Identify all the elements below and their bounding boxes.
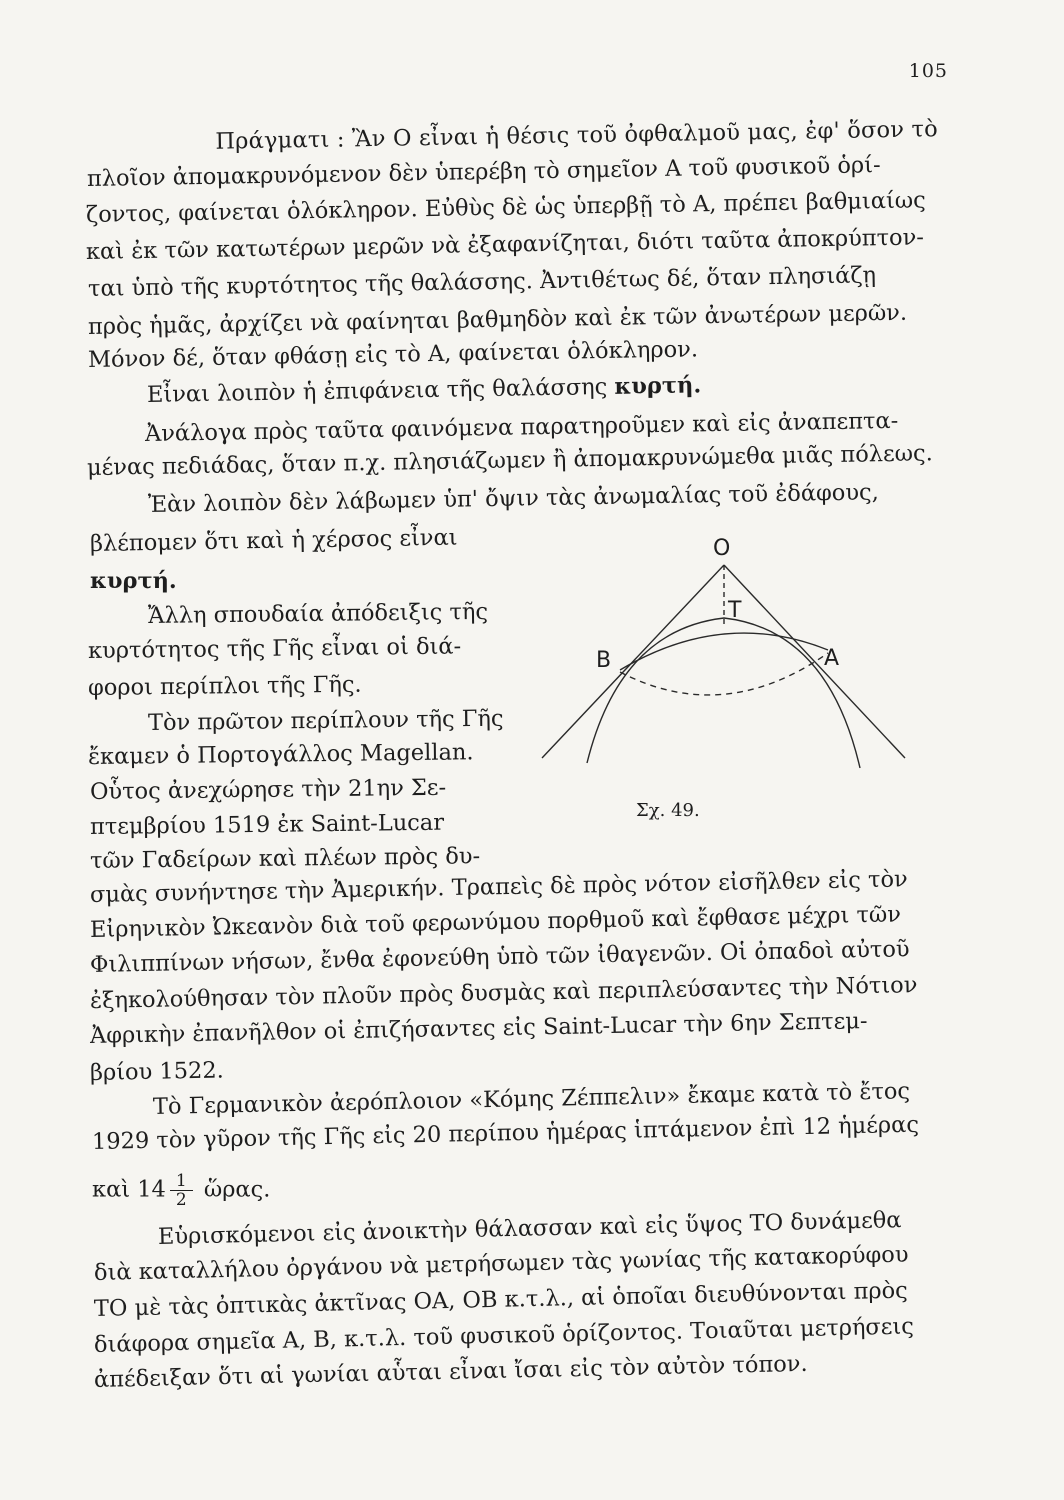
label-t: T: [728, 598, 742, 623]
text-line: 1929 τὸν γῦρον τῆς Γῆς εἰς 20 περίπου ἡμέρας ἱπτάμενον ἐπὶ 12 ἡμέρας: [91, 1111, 920, 1155]
horizon-upper-arc: [620, 633, 828, 670]
text-line: Τὸ Γερμανικὸν ἀερόπλοιον «Κόμης Ζέππελιν» ἔκαμε κατὰ τὸ ἔτος: [152, 1078, 911, 1120]
text-line: διὰ καταλλήλου ὀργάνου νὰ μετρήσωμεν τὰς γωνίας τῆς κατακορύφου: [93, 1241, 909, 1286]
fraction-line: [92, 1172, 270, 1209]
earth-circle-arc: [587, 618, 860, 768]
sight-line-oa: [724, 565, 905, 758]
emphasis-curved-land: κυρτή.: [90, 568, 177, 594]
text-line: Ἄλλη σπουδαία ἀπόδειξις τῆς: [147, 598, 489, 629]
sight-line-ob: [542, 565, 724, 758]
text-line: Ἀνάλογα πρὸς ταῦτα φαινόμενα παρατηροῦμεν καὶ εἰς ἀναπεπτα-: [144, 407, 899, 447]
text-line: βρίου 1522.: [89, 1057, 225, 1086]
label-o: O: [713, 536, 731, 561]
text-line: Μόνον δέ, ὅταν φθάσῃ εἰς τὸ Α, φαίνεται ὁλόκληρον.: [87, 336, 699, 373]
text-line: ἀπέδειξαν ὅτι αἱ γωνίαι αὗται εἶναι ἴσαι εἰς τὸν αὐτὸν τόπον.: [93, 1350, 808, 1393]
text-line: διάφορα σημεῖα Α, Β, κ.τ.λ. τοῦ φυσικοῦ ὁρίζοντος. Τοιαῦται μετρήσεις: [93, 1313, 915, 1358]
text-line: Εἰρηνικὸν Ὠκεανὸν διὰ τοῦ φερωνύμου πορθμοῦ καὶ ἔφθασε μέχρι τῶν: [89, 901, 902, 943]
text-line: Εὑρισκόμενοι εἰς ἀνοικτὴν θάλασσαν καὶ εἰς ὕψος ΤΟ δυνάμεθα: [157, 1207, 902, 1250]
text-line: ἔκαμεν ὁ Πορτογάλλος Magellan.: [87, 739, 474, 770]
horizon-lower-arc: [620, 653, 828, 695]
fraction-denominator: 2: [175, 1190, 187, 1210]
fraction-numerator: 1: [170, 1172, 193, 1191]
page-number: 105: [908, 60, 948, 82]
text-line: πρὸς ἡμᾶς, ἀρχίζει νὰ φαίνηται βαθμηδὸν καὶ ἐκ τῶν ἀνωτέρων μερῶν.: [87, 299, 908, 340]
emphasis-curved: κυρτή.: [614, 372, 702, 400]
text-line: Πράγματι : Ἂν Ο εἶναι ἡ θέσις τοῦ ὀφθαλμοῦ μας, ἐφ' ὅσον τὸ: [215, 116, 939, 155]
text-line: ΤΟ μὲ τὰς ὀπτικὰς ἀκτῖνας ΟΑ, ΟΒ κ.τ.λ., αἱ ὁποῖαι διευθύνονται πρὸς: [93, 1277, 909, 1322]
sentence-text: Εἶναι λοιπὸν ἡ ἐπιφάνεια τῆς θαλάσσης: [146, 373, 608, 408]
label-a: A: [824, 646, 840, 671]
text-line: καὶ ἐκ τῶν κατωτέρων μερῶν νὰ ἐξαφανίζηται, διότι ταῦτα ἀποκρύπτον-: [85, 224, 925, 265]
text-line: Τὸν πρῶτον περίπλουν τῆς Γῆς: [147, 705, 504, 736]
text-line: Ἀφρικὴν ἐπανῆλθον οἱ ἐπιζήσαντες εἰς Saint-Lucar τὴν 6ην Σεπτεμ-: [89, 1008, 868, 1049]
text-line: ζοντος, φαίνεται ὁλόκληρον. Εὐθὺς δὲ ὡς ὑπερβῇ τὸ Α, πρέπει βαθμιαίως: [85, 187, 926, 228]
text-line: τῶν Γαδείρων καὶ πλέων πρὸς δυ-: [89, 843, 481, 874]
text-line: Οὗτος ἀνεχώρησε τὴν 21ην Σε-: [89, 774, 447, 805]
text-line: μένας πεδιάδας, ὅταν π.χ. πλησιάζωμεν ἢ ἀπομακρυνώμεθα μιᾶς πόλεως.: [86, 440, 934, 481]
text-line: Φιλιππίνων νήσων, ἔνθα ἐφονεύθη ὑπὸ τῶν ἰθαγενῶν. Οἱ ὀπαδοὶ αὐτοῦ: [89, 936, 910, 978]
text-line: ἐξηκολούθησαν τὸν πλοῦν πρὸς δυσμὰς καὶ περιπλεύσαντες τὴν Νότιον: [89, 972, 918, 1014]
label-b: B: [596, 648, 612, 673]
fraction-prefix: καὶ 14: [92, 1176, 166, 1203]
text-line: βλέπομεν ὅτι καὶ ἡ χέρσος εἶναι: [89, 524, 458, 557]
text-line: Ἐὰν λοιπὸν δὲν λάβωμεν ὑπ' ὄψιν τὰς ἀνωμαλίας τοῦ ἐδάφους,: [147, 479, 879, 518]
text-line: φοροι περίπλοι τῆς Γῆς.: [87, 671, 362, 701]
figure-caption: Σχ. 49.: [636, 800, 700, 821]
text-line: πλοῖον ἀπομακρυνόμενον δὲν ὑπερέβη τὸ σημεῖον Α τοῦ φυσικοῦ ὁρί-: [86, 152, 881, 192]
text-line: ται ὑπὸ τῆς κυρτότητος τῆς θαλάσσης. Ἀντιθέτως δέ, ὅταν πλησιάζῃ: [87, 262, 877, 302]
text-line: πτεμβρίου 1519 ἐκ Saint-Lucar: [89, 809, 445, 840]
text-line: σμὰς συνήντησε τὴν Ἀμερικήν. Τραπεὶς δὲ πρὸς νότον εἰσῆλθεν εἰς τὸν: [89, 866, 908, 908]
fraction: [170, 1172, 193, 1209]
fraction-suffix: ὥρας.: [203, 1176, 271, 1203]
text-line: κυρτότητος τῆς Γῆς εἶναι οἱ διά-: [87, 633, 462, 664]
